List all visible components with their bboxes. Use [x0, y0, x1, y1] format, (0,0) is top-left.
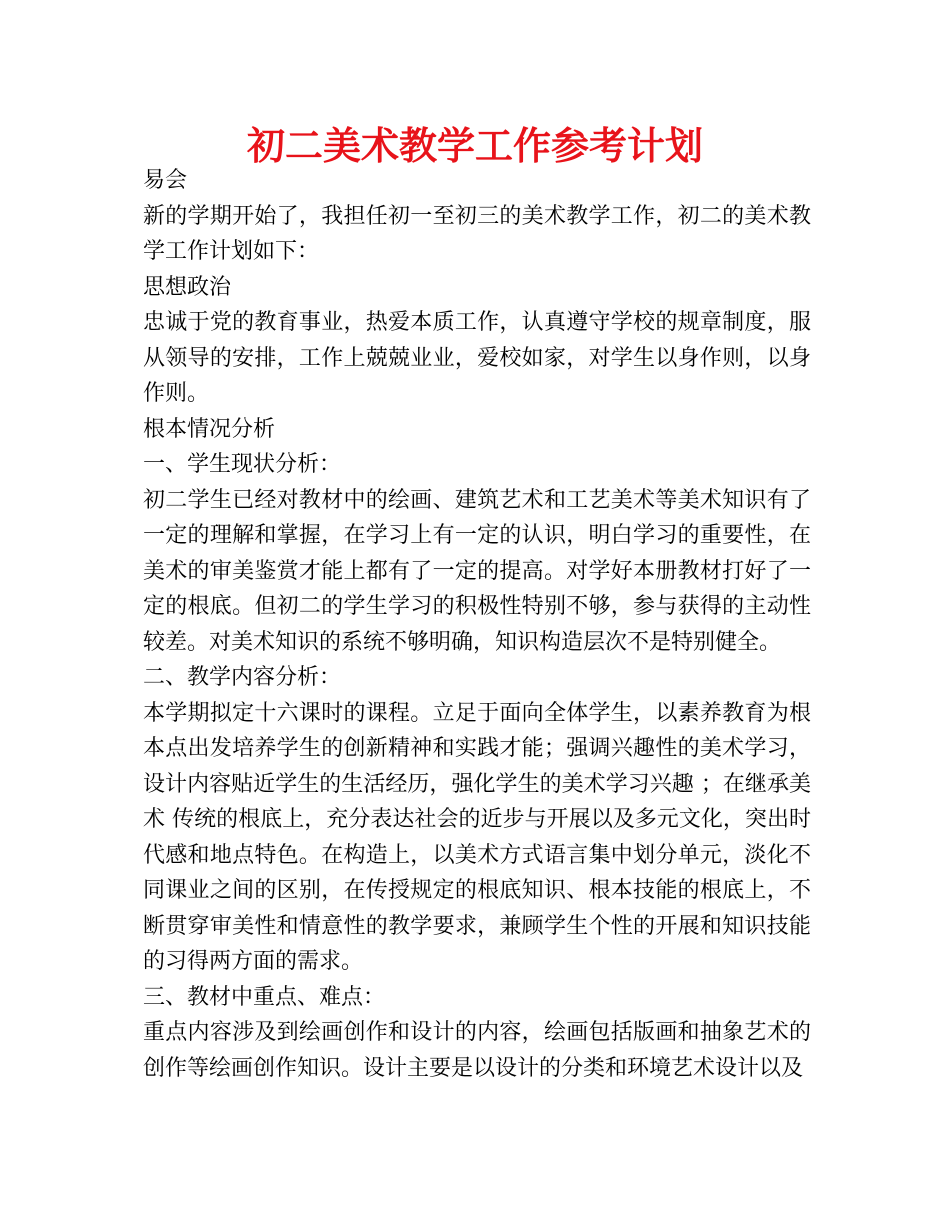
- document-title: 初二美术教学工作参考计划: [246, 124, 703, 168]
- content-analysis-paragraph: 本学期拟定十六课时的课程。立足于面向全体学生，以素养教育为根本点出发培养学生的创新精神和实践才能；强调兴趣性的美术学习，设计内容贴近学生的生活经历，强化学生的美术学习兴趣 ；在继承美术 传统的根底上，充分表达社会的近步与开展以及多元文化，突出时代感和地点特色。在构造上，以美术方式语言集中划分单元，淡化不同课业之间的区别，在传授规定的根底知识、根本技能的根底上，不断贯穿审美性和情意性的教学要求，兼顾学生个性的开展和知识技能的习得两方面的需求。: [143, 700, 811, 974]
- subheading-student-status: 一、学生现状分析：: [143, 452, 342, 477]
- subheading-content-analysis: 二、教学内容分析：: [143, 665, 342, 690]
- ideology-paragraph: 忠诚于党的教育事业，热爱本质工作，认真遵守学校的规章制度，服从领导的安排，工作上兢兢业业，爱校如家，对学生以身作则，以身作则。: [143, 310, 811, 406]
- section-heading-analysis: 根本情况分析: [143, 416, 276, 442]
- student-status-paragraph: 初二学生已经对教材中的绘画、建筑艺术和工艺美术等美术知识有了一定的理解和掌握，在学习上有一定的认识，明白学习的重要性，在美术的审美鉴赏才能上都有了一定的提高。对学好本册教材打好了一定的根底。但初二的学生学习的积极性特别不够，参与获得的主动性较差。对美术知识的系统不够明确，知识构造层次不是特别健全。: [143, 487, 811, 655]
- subheading-key-points: 三、教材中重点、难点：: [143, 984, 386, 1010]
- section-heading-ideology: 思想政治: [143, 274, 232, 300]
- document-body: [143, 163, 811, 1086]
- key-points-paragraph: 重点内容涉及到绘画创作和设计的内容，绘画包括版画和抽象艺术的创作等绘画创作知识。设计主要是以设计的分类和环境艺术设计以及: [143, 1020, 811, 1081]
- intro-paragraph: 新的学期开始了，我担任初一至初三的美术教学工作，初二的美术教学工作计划如下：: [143, 203, 811, 264]
- author-line: 易会: [143, 168, 188, 193]
